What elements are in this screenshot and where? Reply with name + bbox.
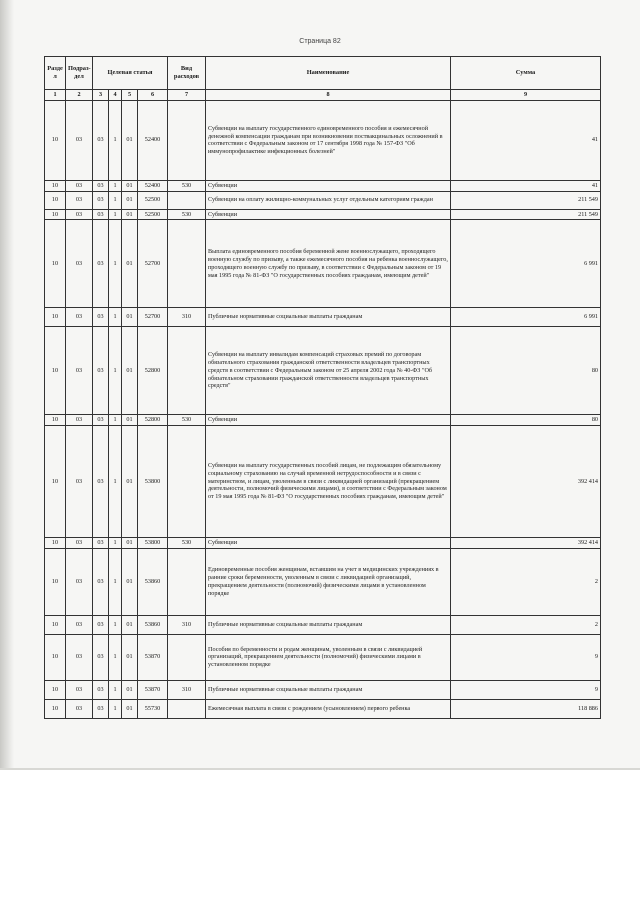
table-row <box>45 548 601 615</box>
cell-target-part2: 1 <box>109 327 122 415</box>
cell-target-part1: 03 <box>93 415 109 426</box>
cell-name: Публичные нормативные социальные выплаты гражданам <box>206 615 451 634</box>
cell-razdel: 10 <box>45 180 66 191</box>
cell-target-part3: 01 <box>122 180 138 191</box>
cell-name: Пособия по беременности и родам женщинам, уволенным в связи с ликвидацией организаций, прекращением деятельности (полномочий) физическими лицами в установленном порядке <box>206 634 451 680</box>
cell-sum: 2 <box>451 548 601 615</box>
cell-expense-type <box>168 327 206 415</box>
header-target-article: Целевая статья <box>93 57 168 90</box>
cell-podrazdel: 03 <box>66 699 93 718</box>
table-row <box>45 426 601 538</box>
cell-target-part1: 03 <box>93 634 109 680</box>
cell-razdel: 10 <box>45 426 66 538</box>
cell-podrazdel: 03 <box>66 548 93 615</box>
cell-target-part2: 1 <box>109 538 122 549</box>
cell-target-part3: 01 <box>122 308 138 327</box>
cell-target-part2: 1 <box>109 191 122 209</box>
cell-sum: 41 <box>451 180 601 191</box>
cell-target-part3: 01 <box>122 548 138 615</box>
cell-target-part3: 01 <box>122 538 138 549</box>
cell-target-part2: 1 <box>109 426 122 538</box>
cell-target-code: 53860 <box>138 548 168 615</box>
cell-name: Субвенции <box>206 180 451 191</box>
cell-podrazdel: 03 <box>66 538 93 549</box>
budget-table <box>44 56 601 719</box>
cell-target-part1: 03 <box>93 180 109 191</box>
cell-sum: 211 549 <box>451 191 601 209</box>
cell-expense-type <box>168 548 206 615</box>
cell-expense-type: 530 <box>168 180 206 191</box>
column-number: 8 <box>206 90 451 101</box>
cell-razdel: 10 <box>45 538 66 549</box>
cell-target-code: 52700 <box>138 220 168 308</box>
cell-expense-type: 530 <box>168 209 206 220</box>
cell-target-part3: 01 <box>122 220 138 308</box>
cell-target-code: 53800 <box>138 426 168 538</box>
cell-razdel: 10 <box>45 327 66 415</box>
cell-podrazdel: 03 <box>66 415 93 426</box>
cell-sum: 80 <box>451 327 601 415</box>
cell-sum: 9 <box>451 680 601 699</box>
cell-name: Субвенции на выплату инвалидам компенсаций страховых премий по договорам обязательного страхования гражданской ответственности владельцев транспортных средств в соответствии с Федеральным законом от 25 апреля 2002 года № 40-ФЗ "Об обязательном страховании гражданской ответственности владельцев транспортных средств" <box>206 327 451 415</box>
cell-name: Публичные нормативные социальные выплаты гражданам <box>206 680 451 699</box>
cell-target-code: 52400 <box>138 100 168 180</box>
cell-expense-type: 530 <box>168 415 206 426</box>
table-row <box>45 680 601 699</box>
column-number: 6 <box>138 90 168 101</box>
table-row <box>45 699 601 718</box>
cell-expense-type: 310 <box>168 680 206 699</box>
cell-target-part3: 01 <box>122 191 138 209</box>
cell-target-part2: 1 <box>109 699 122 718</box>
cell-target-part2: 1 <box>109 209 122 220</box>
cell-target-part2: 1 <box>109 308 122 327</box>
header-razdel: Разде л <box>45 57 66 90</box>
cell-target-code: 52500 <box>138 191 168 209</box>
cell-sum: 211 549 <box>451 209 601 220</box>
cell-name: Субвенции <box>206 209 451 220</box>
cell-podrazdel: 03 <box>66 680 93 699</box>
cell-name: Выплата единовременного пособия беременной жене военнослужащего, проходящего военную службу по призыву, а также ежемесячного пособия на ребенка военнослужащего, проходящего военную службу по призыву, в соответствии с Федеральным законом от 19 мая 1995 года № 81-ФЗ "О государственных пособиях гражданам, имеющим детей" <box>206 220 451 308</box>
header-podrazdel: Подраз- дел <box>66 57 93 90</box>
cell-name: Единовременные пособия женщинам, вставшим на учет в медицинских учреждениях в ранние сроки беременности, уволенным в связи с ликвидацией организаций, прекращением деятельности (полномочий) физическими лицами в установленном порядке <box>206 548 451 615</box>
cell-target-code: 52800 <box>138 415 168 426</box>
column-number: 2 <box>66 90 93 101</box>
cell-target-part2: 1 <box>109 680 122 699</box>
cell-sum: 118 886 <box>451 699 601 718</box>
cell-razdel: 10 <box>45 100 66 180</box>
table-header-row <box>45 57 601 90</box>
cell-target-part1: 03 <box>93 327 109 415</box>
cell-sum: 6 991 <box>451 308 601 327</box>
cell-target-code: 53870 <box>138 634 168 680</box>
cell-podrazdel: 03 <box>66 634 93 680</box>
cell-sum: 6 991 <box>451 220 601 308</box>
table-row <box>45 100 601 180</box>
column-number: 1 <box>45 90 66 101</box>
table-row <box>45 191 601 209</box>
page-number: Страница 82 <box>299 38 341 45</box>
table-body <box>45 100 601 718</box>
cell-target-part1: 03 <box>93 209 109 220</box>
column-number-row <box>45 90 601 101</box>
cell-target-code: 52800 <box>138 327 168 415</box>
cell-podrazdel: 03 <box>66 327 93 415</box>
table-row <box>45 634 601 680</box>
table-row <box>45 415 601 426</box>
cell-expense-type: 310 <box>168 615 206 634</box>
cell-expense-type <box>168 100 206 180</box>
cell-podrazdel: 03 <box>66 191 93 209</box>
cell-target-part1: 03 <box>93 220 109 308</box>
cell-razdel: 10 <box>45 220 66 308</box>
cell-name: Субвенции на выплату государственного единовременного пособия и ежемесячной денежной компенсации гражданам при возникновении поствакцинальных осложнений в соответствии с Федеральным законом от 17 сентября 1998 года № 157-ФЗ "Об иммунопрофилактике инфекционных болезней" <box>206 100 451 180</box>
cell-razdel: 10 <box>45 634 66 680</box>
cell-podrazdel: 03 <box>66 615 93 634</box>
header-name: Наименование <box>206 57 451 90</box>
cell-target-part3: 01 <box>122 699 138 718</box>
column-number: 5 <box>122 90 138 101</box>
cell-target-part3: 01 <box>122 680 138 699</box>
cell-target-part1: 03 <box>93 615 109 634</box>
cell-razdel: 10 <box>45 209 66 220</box>
cell-target-part2: 1 <box>109 634 122 680</box>
table-row <box>45 180 601 191</box>
cell-target-part3: 01 <box>122 100 138 180</box>
cell-target-code: 53870 <box>138 680 168 699</box>
cell-name: Субвенции на оплату жилищно-коммунальных услуг отдельным категориям граждан <box>206 191 451 209</box>
cell-podrazdel: 03 <box>66 209 93 220</box>
cell-target-part3: 01 <box>122 615 138 634</box>
column-number: 9 <box>451 90 601 101</box>
cell-podrazdel: 03 <box>66 180 93 191</box>
cell-target-part3: 01 <box>122 327 138 415</box>
table-row <box>45 220 601 308</box>
cell-podrazdel: 03 <box>66 308 93 327</box>
table-row <box>45 538 601 549</box>
cell-expense-type <box>168 220 206 308</box>
cell-name: Публичные нормативные социальные выплаты гражданам <box>206 308 451 327</box>
scan-edge <box>0 768 640 770</box>
cell-expense-type <box>168 191 206 209</box>
table-row <box>45 327 601 415</box>
cell-target-part3: 01 <box>122 634 138 680</box>
column-number: 4 <box>109 90 122 101</box>
cell-target-part3: 01 <box>122 415 138 426</box>
cell-expense-type: 310 <box>168 308 206 327</box>
table-row <box>45 209 601 220</box>
cell-razdel: 10 <box>45 191 66 209</box>
cell-name: Субвенции <box>206 538 451 549</box>
cell-razdel: 10 <box>45 308 66 327</box>
cell-podrazdel: 03 <box>66 220 93 308</box>
cell-target-part3: 01 <box>122 426 138 538</box>
header-sum: Сумма <box>451 57 601 90</box>
table-row <box>45 308 601 327</box>
cell-target-part1: 03 <box>93 191 109 209</box>
cell-sum: 41 <box>451 100 601 180</box>
cell-target-part2: 1 <box>109 415 122 426</box>
column-number: 7 <box>168 90 206 101</box>
cell-target-part1: 03 <box>93 699 109 718</box>
cell-target-code: 52700 <box>138 308 168 327</box>
cell-name: Ежемесячная выплата в связи с рождением (усыновлением) первого ребенка <box>206 699 451 718</box>
cell-target-part1: 03 <box>93 426 109 538</box>
cell-razdel: 10 <box>45 548 66 615</box>
cell-sum: 392 414 <box>451 538 601 549</box>
cell-target-part1: 03 <box>93 100 109 180</box>
cell-expense-type <box>168 426 206 538</box>
cell-target-code: 52500 <box>138 209 168 220</box>
cell-expense-type <box>168 634 206 680</box>
cell-target-part1: 03 <box>93 680 109 699</box>
cell-target-part2: 1 <box>109 548 122 615</box>
column-number: 3 <box>93 90 109 101</box>
cell-target-part1: 03 <box>93 548 109 615</box>
cell-sum: 2 <box>451 615 601 634</box>
cell-sum: 80 <box>451 415 601 426</box>
cell-expense-type <box>168 699 206 718</box>
cell-expense-type: 530 <box>168 538 206 549</box>
header-expense-type: Вид расходов <box>168 57 206 90</box>
cell-target-part2: 1 <box>109 220 122 308</box>
cell-target-part1: 03 <box>93 308 109 327</box>
cell-target-part3: 01 <box>122 209 138 220</box>
cell-target-code: 52400 <box>138 180 168 191</box>
cell-razdel: 10 <box>45 415 66 426</box>
cell-razdel: 10 <box>45 680 66 699</box>
cell-podrazdel: 03 <box>66 100 93 180</box>
cell-target-part2: 1 <box>109 615 122 634</box>
cell-target-code: 55730 <box>138 699 168 718</box>
cell-target-part2: 1 <box>109 180 122 191</box>
cell-razdel: 10 <box>45 615 66 634</box>
cell-target-code: 53860 <box>138 615 168 634</box>
cell-podrazdel: 03 <box>66 426 93 538</box>
cell-target-part2: 1 <box>109 100 122 180</box>
table-row <box>45 615 601 634</box>
cell-target-part1: 03 <box>93 538 109 549</box>
cell-razdel: 10 <box>45 699 66 718</box>
scan-shadow <box>0 0 14 770</box>
cell-target-code: 53800 <box>138 538 168 549</box>
cell-sum: 9 <box>451 634 601 680</box>
cell-sum: 392 414 <box>451 426 601 538</box>
cell-name: Субвенции <box>206 415 451 426</box>
cell-name: Субвенции на выплату государственных пособий лицам, не подлежащим обязательному социальному страхованию на случай временной нетрудоспособности и в связи с материнством, и лицам, уволенным в связи с ликвидацией организаций (прекращением деятельности, полномочий физическими лицами), в соответствии с Федеральным законом от 19 мая 1995 года № 81-ФЗ "О государственных пособиях гражданам, имеющим детей" <box>206 426 451 538</box>
